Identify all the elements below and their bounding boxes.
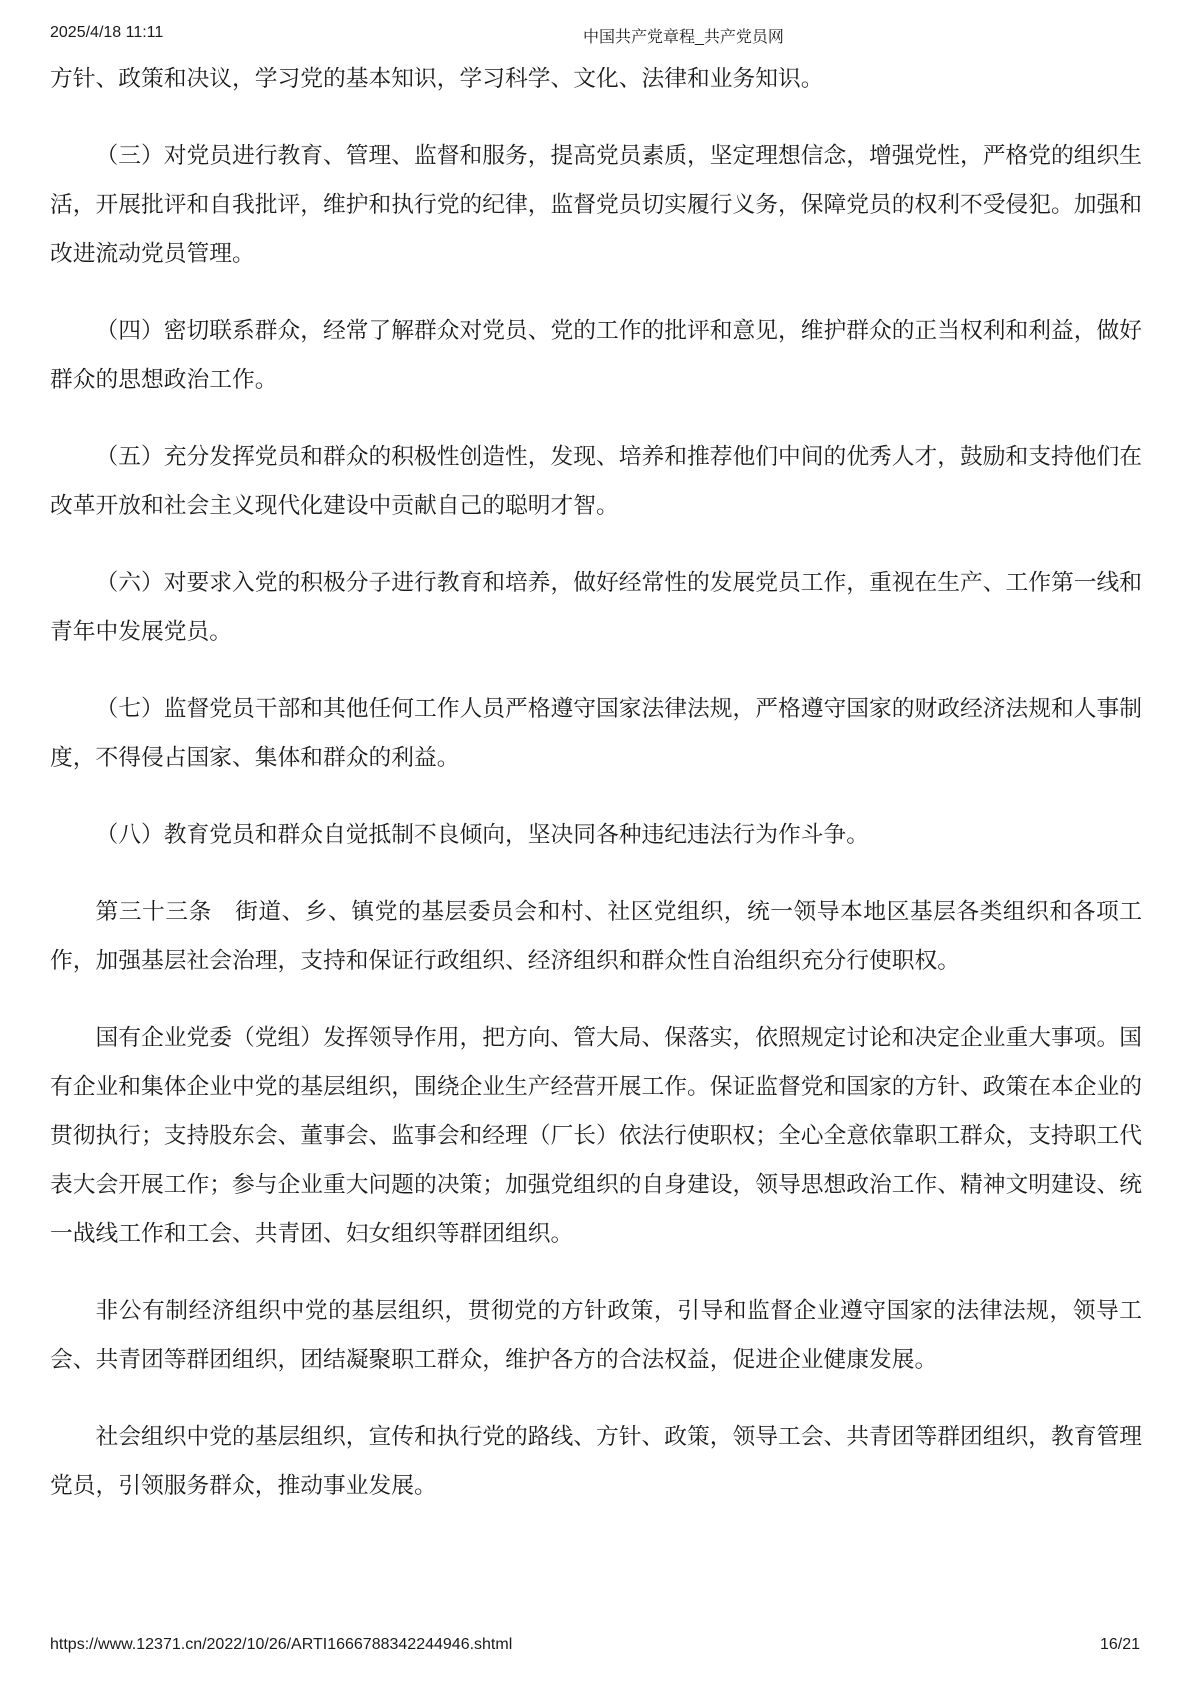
print-footer — [50, 1636, 1140, 1658]
paragraph: 非公有制经济组织中党的基层组织，贯彻党的方针政策，引导和监督企业遵守国家的法律法规，领导工会、共青团等群团组织，团结凝聚职工群众，维护各方的合法权益，促进企业健康发展。 — [50, 1297, 1142, 1372]
document-title: 中国共产党章程_共产党员网 — [583, 29, 784, 46]
source-url: https://www.12371.cn/2022/10/26/ARTI1666788342244946.shtml — [50, 1636, 513, 1653]
paragraph: （八）教育党员和群众自觉抵制不良倾向，坚决同各种违纪违法行为作斗争。 — [95, 821, 869, 847]
paragraph: （五）充分发挥党员和群众的积极性创造性，发现、培养和推荐他们中间的优秀人才，鼓励和支持他们在改革开放和社会主义现代化建设中贡献自己的聪明才智。 — [50, 443, 1142, 518]
paragraph: 第三十三条 街道、乡、镇党的基层委员会和村、社区党组织，统一领导本地区基层各类组织和各项工作，加强基层社会治理，支持和保证行政组织、经济组织和群众性自治组织充分行使职权。 — [50, 898, 1142, 973]
print-header — [50, 24, 1140, 46]
article-body — [50, 54, 1142, 1538]
paragraph: 社会组织中党的基层组织，宣传和执行党的路线、方针、政策，领导工会、共青团等群团组织，教育管理党员，引领服务群众，推动事业发展。 — [50, 1423, 1142, 1498]
paragraph: 国有企业党委（党组）发挥领导作用，把方向、管大局、保落实，依照规定讨论和决定企业重大事项。国有企业和集体企业中党的基层组织，围绕企业生产经营开展工作。保证监督党和国家的方针、政策在本企业的贯彻执行；支持股东会、董事会、监事会和经理（厂长）依法行使职权；全心全意依靠职工群众，支持职工代表大会开展工作；参与企业重大问题的决策；加强党组织的自身建设，领导思想政治工作、精神文明建设、统一战线工作和工会、共青团、妇女组织等群团组织。 — [50, 1024, 1142, 1246]
page-number: 16/21 — [1099, 1636, 1140, 1653]
paragraph: （三）对党员进行教育、管理、监督和服务，提高党员素质，坚定理想信念，增强党性，严格党的组织生活，开展批评和自我批评，维护和执行党的纪律，监督党员切实履行义务，保障党员的权利不受侵犯。加强和改进流动党员管理。 — [50, 142, 1142, 266]
paragraph: （七）监督党员干部和其他任何工作人员严格遵守国家法律法规，严格遵守国家的财政经济法规和人事制度，不得侵占国家、集体和群众的利益。 — [50, 695, 1142, 770]
print-timestamp: 2025/4/18 11:11 — [50, 24, 164, 41]
paragraph: 方针、政策和决议，学习党的基本知识，学习科学、文化、法律和业务知识。 — [50, 65, 824, 91]
paragraph: （六）对要求入党的积极分子进行教育和培养，做好经常性的发展党员工作，重视在生产、工作第一线和青年中发展党员。 — [50, 569, 1142, 644]
paragraph: （四）密切联系群众，经常了解群众对党员、党的工作的批评和意见，维护群众的正当权利和利益，做好群众的思想政治工作。 — [50, 317, 1142, 392]
